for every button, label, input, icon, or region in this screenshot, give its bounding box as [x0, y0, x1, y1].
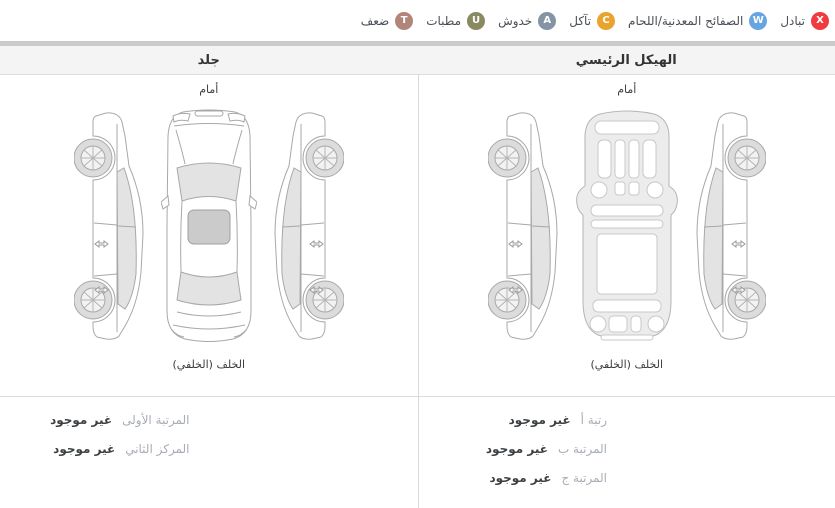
legend-label: تآكل: [569, 13, 592, 28]
legend-label: خدوش: [498, 13, 533, 28]
legend-item-corrosion: [569, 12, 615, 30]
car-top-view-icon: [161, 106, 257, 346]
status-row: [429, 471, 608, 485]
status-row-value: غير موجود: [50, 413, 113, 427]
legend-item-scratch: [498, 12, 556, 30]
front-label: أمام: [617, 83, 637, 96]
dent-u-badge-icon: U: [467, 12, 485, 30]
exchange-x-badge-icon: X: [811, 12, 829, 30]
rear-label: الخلف (الخلفي): [590, 358, 663, 371]
scratch-a-badge-icon: A: [538, 12, 556, 30]
car-side-view-left-icon: [74, 106, 146, 346]
status-row: [429, 413, 608, 427]
legend-label: ضعف: [360, 13, 390, 28]
legend-label: الصفائح المعدنية/اللحام: [628, 13, 744, 28]
corrosion-c-badge-icon: C: [597, 12, 615, 30]
status-row-label: رتبة أ: [580, 413, 607, 427]
header-leather: جلد: [197, 52, 220, 68]
status-section: [0, 396, 835, 508]
welding-w-badge-icon: W: [749, 12, 767, 30]
section-header-row: [0, 46, 835, 75]
status-row-value: غير موجود: [508, 413, 571, 427]
status-row-value: غير موجود: [485, 442, 548, 456]
status-row-label: المرتبة ب: [557, 442, 607, 456]
car-side-view-left-icon: [488, 106, 560, 346]
status-row: [10, 413, 190, 427]
car-side-view-right-icon: [694, 106, 766, 346]
status-row-label: المركز الثاني: [125, 442, 190, 456]
leather-panel: [0, 75, 418, 396]
status-row-value: غير موجود: [489, 471, 552, 485]
chassis-underbody-icon: [575, 106, 679, 346]
diagram-panels: [0, 75, 835, 396]
legend-label: تبادل: [780, 13, 805, 28]
rear-label: الخلف (الخلفي): [172, 358, 245, 371]
status-row-label: المرتبة ج: [561, 471, 607, 485]
status-row-value: غير موجود: [53, 442, 116, 456]
legend-item-damage: [361, 12, 413, 30]
legend-item-welding: [628, 12, 767, 30]
header-main-frame: الهيكل الرئيسي: [575, 52, 677, 68]
status-row: [10, 442, 190, 456]
status-row: [429, 442, 608, 456]
leather-status-rows: [0, 397, 418, 508]
damage-code-legend: [0, 0, 835, 41]
main-frame-diagram: [488, 100, 766, 352]
main-frame-panel: [418, 75, 835, 396]
status-row-label: المرتبة الأولى: [122, 413, 190, 427]
damage-t-badge-icon: T: [395, 12, 413, 30]
legend-item-dent: [426, 12, 485, 30]
front-label: أمام: [199, 83, 219, 96]
leather-diagram: [74, 100, 344, 352]
car-side-view-right-icon: [272, 106, 344, 346]
main-frame-status-rows: [418, 397, 835, 508]
legend-label: مطبات: [426, 13, 462, 28]
legend-item-exchange: [780, 12, 829, 30]
